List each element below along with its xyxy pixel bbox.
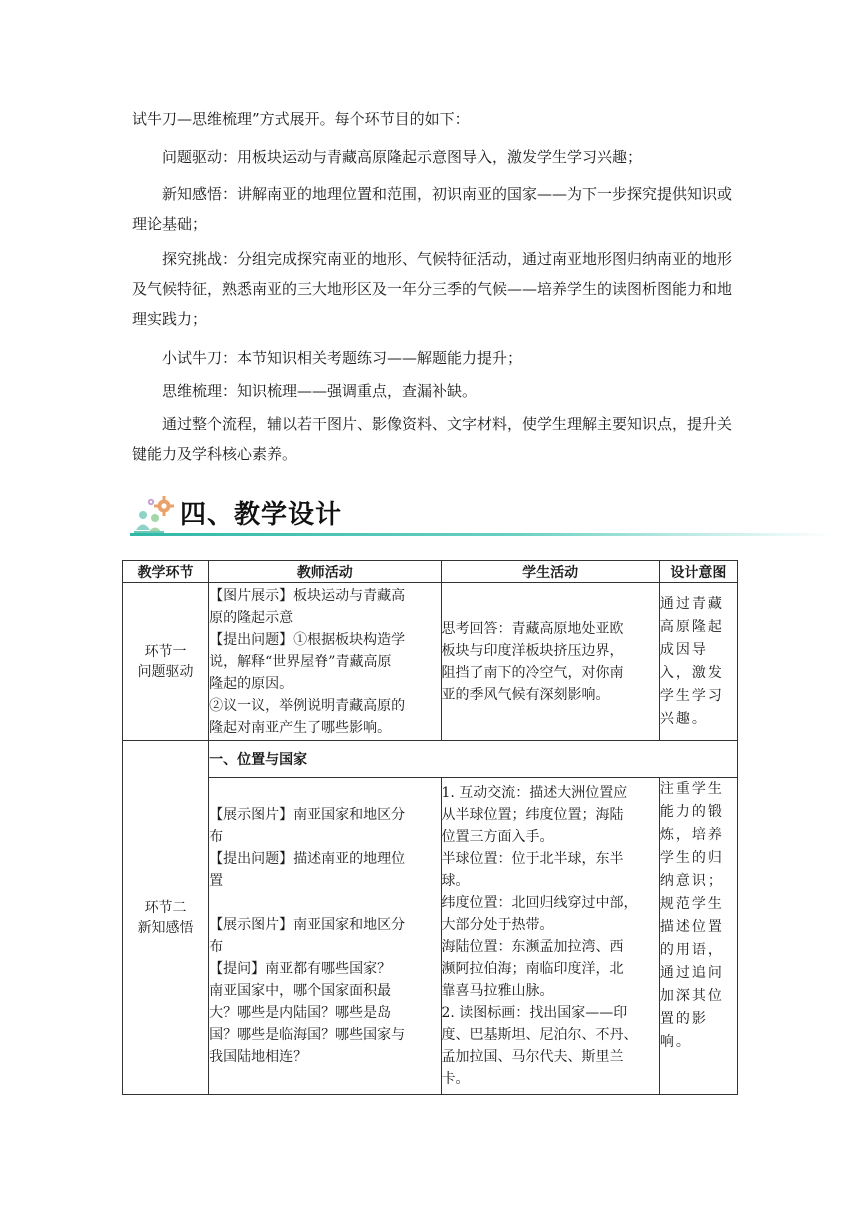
text-line: 高原隆起 <box>659 618 724 635</box>
text-line: 置的影 <box>659 1011 708 1027</box>
text-line: 靠喜马拉雅山脉。 <box>441 983 554 999</box>
text-line: 国？哪些是临海国？哪些国家与 <box>209 1027 406 1043</box>
text-line: 学生学习 <box>659 687 724 704</box>
text-line: 我国陆地相连？ <box>209 1049 308 1065</box>
text-line: 说，解释“世界屋脊”青藏高原 <box>209 653 392 670</box>
paragraph-problem-driven: 问题驱动：用板块运动与青藏高原隆起示意图导入，激发学生学习兴趣； <box>162 148 643 166</box>
text-line: 濒阿拉伯海；南临印度洋，北 <box>441 961 624 977</box>
text-line: 【展示图片】南亚国家和地区分 <box>209 807 406 823</box>
text-line: 加深其位 <box>659 988 724 1004</box>
paragraph-exploration: 探究挑战：分组完成探究南亚的地形、气候特征活动，通过南亚地形图归纳南亚的地形及气候特征，熟悉南亚的三大地形区及一年分三季的气候——培养学生的读图析图能力和地理实践力； <box>132 250 733 328</box>
text-line: 卡。 <box>441 1071 470 1087</box>
text-line: 隆起对南亚产生了哪些影响。 <box>209 719 392 736</box>
text-line: 布 <box>209 939 224 955</box>
teaching-design-table <box>122 560 738 1095</box>
stage-number: 环节二 <box>144 899 187 916</box>
teacher-activity-cell <box>209 778 441 1095</box>
text-line: 1. 互动交流：描述大洲位置应 <box>441 785 628 801</box>
text-line: 板块与印度洋板块挤压边界， <box>441 642 624 659</box>
header-teacher: 教师活动 <box>209 561 441 583</box>
text-line: 【提出问题】①根据板块构造学 <box>209 631 406 648</box>
text-line: 孟加拉国、马尔代夫、斯里兰 <box>441 1049 624 1065</box>
stage-name: 问题驱动 <box>137 663 194 680</box>
paragraph-gap <box>209 892 440 914</box>
section-heading <box>130 490 830 540</box>
text-line: 度、巴基斯坦、尼泊尔、不丹、 <box>441 1027 638 1043</box>
heading-underline <box>130 533 830 536</box>
stage-cell <box>123 741 209 1095</box>
text-line: 入，激发 <box>659 664 724 681</box>
text-line: 大？哪些是内陆国？哪些是岛 <box>209 1005 392 1021</box>
header-stage: 教学环节 <box>123 561 209 583</box>
text-line: 规范学生 <box>659 896 724 912</box>
paragraph-summary: 思维梳理：知识梳理——强调重点，查漏补缺。 <box>162 382 478 400</box>
text-line: 半球位置：位于北半球，东半 <box>441 851 624 867</box>
section-subtitle: 一、位置与国家 <box>209 741 738 778</box>
paragraph-conclusion: 通过整个流程，辅以若干图片、影像资料、文字材料，使学生理解主要知识点，提升关键能力及学科核心素养。 <box>132 415 733 463</box>
table-row <box>123 583 738 741</box>
text-line: 置 <box>209 873 224 889</box>
student-activity-cell <box>441 778 659 1095</box>
text-line: 阻挡了南下的冷空气，对你南 <box>441 664 624 681</box>
text-line: 炼，培养 <box>659 827 724 843</box>
text-line: 【提出问题】描述南亚的地理位 <box>209 851 406 867</box>
text-line: 思考回答：青藏高原地处亚欧 <box>441 620 624 637</box>
design-intent-cell <box>659 583 737 741</box>
text-line: 注重学生 <box>659 781 724 797</box>
table-row <box>123 741 738 778</box>
people-gear-icon <box>134 494 178 534</box>
text-line: 的用语， <box>659 942 724 958</box>
table-header-row <box>123 561 738 583</box>
text-line: 兴趣。 <box>659 710 708 727</box>
text-line: 亚的季风气候有深刻影响。 <box>441 686 610 703</box>
text-line: 纬度位置：北回归线穿过中部， <box>441 895 638 911</box>
text-line: 南亚国家中，哪个国家面积最 <box>209 983 392 999</box>
text-line: 通过追问 <box>659 965 724 981</box>
table-row <box>123 778 738 1095</box>
teacher-activity-cell <box>209 583 441 741</box>
text-line: 大部分处于热带。 <box>441 917 554 933</box>
text-line: 成因导 <box>659 641 708 658</box>
header-student: 学生活动 <box>441 561 659 583</box>
text-line: 能力的锻 <box>659 804 724 820</box>
text-line: 2. 读图标画：找出国家——印 <box>441 1005 628 1021</box>
stage-cell <box>123 583 209 741</box>
text-line: 【图片展示】板块运动与青藏高 <box>209 587 406 604</box>
text-line: ②议一议，举例说明青藏高原的 <box>209 697 406 714</box>
student-activity-cell <box>441 583 659 741</box>
text-line: 位置三方面入手。 <box>441 829 554 845</box>
text-line: 学生的归 <box>659 850 724 866</box>
text-line: 响。 <box>659 1034 692 1050</box>
text-line: 纳意识； <box>659 873 724 889</box>
text-line: 【提问】南亚都有哪些国家？ <box>209 961 392 977</box>
text-line: 海陆位置：东濒孟加拉湾、西 <box>441 939 624 955</box>
paragraph-new-knowledge: 新知感悟：讲解南亚的地理位置和范围，初识南亚的国家——为下一步探究提供知识或理论基础； <box>132 185 733 233</box>
text-line: 【展示图片】南亚国家和地区分 <box>209 917 406 933</box>
stage-number: 环节一 <box>144 643 187 660</box>
section-title: 四、教学设计 <box>180 500 343 530</box>
header-intent: 设计意图 <box>659 561 737 583</box>
paragraph-practice: 小试牛刀：本节知识相关考题练习——解题能力提升； <box>162 349 523 367</box>
text-line: 布 <box>209 829 224 845</box>
text-line: 原的隆起示意 <box>209 609 294 626</box>
text-line: 通过青藏 <box>659 595 724 612</box>
paragraph-intro: 试牛刀—思维梳理”方式展开。每个环节目的如下： <box>132 110 470 128</box>
text-line: 隆起的原因。 <box>209 675 294 692</box>
text-line: 描述位置 <box>659 919 724 935</box>
text-line: 球。 <box>441 873 470 889</box>
text-line: 从半球位置；纬度位置；海陆 <box>441 807 624 823</box>
design-intent-cell <box>659 778 737 1095</box>
stage-name: 新知感悟 <box>137 919 194 936</box>
